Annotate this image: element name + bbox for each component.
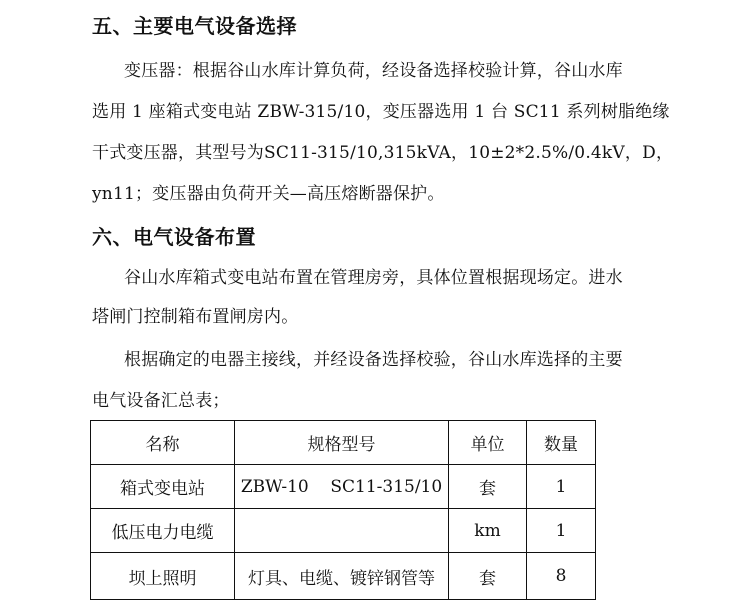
table-header-row <box>91 421 596 465</box>
table-row <box>91 553 596 600</box>
table-row <box>91 465 596 509</box>
cell-unit: 套 <box>449 553 527 600</box>
section-5-line-4: yn11；变压器由负荷开关—高压熔断器保护。 <box>92 184 445 204</box>
cell-spec: 灯具、电缆、镀锌钢管等 <box>235 553 449 600</box>
cell-unit: km <box>449 509 527 553</box>
section-6-para2-line-1: 根据确定的电器主接线，并经设备选择校验，谷山水库选择的主要 <box>124 350 623 370</box>
cell-unit: 套 <box>449 465 527 509</box>
cell-spec <box>235 509 449 553</box>
section-5-heading: 五、主要电气设备选择 <box>92 14 297 38</box>
section-6-heading: 六、电气设备布置 <box>92 225 256 249</box>
header-quantity: 数量 <box>527 421 596 465</box>
cell-name: 低压电力电缆 <box>91 509 235 553</box>
cell-name: 坝上照明 <box>91 553 235 600</box>
cell-quantity: 1 <box>527 509 596 553</box>
section-5-line-2: 选用 1 座箱式变电站 ZBW-315/10，变压器选用 1 台 SC11 系列树脂绝缘 <box>92 102 670 122</box>
section-5-line-3: 干式变压器，其型号为SC11-315/10,315kVA，10±2*2.5%/0.4kV，D， <box>92 143 674 163</box>
header-name: 名称 <box>91 421 235 465</box>
cell-quantity: 1 <box>527 465 596 509</box>
section-6-para1-line-2: 塔闸门控制箱布置闸房内。 <box>92 307 299 327</box>
table-row <box>91 509 596 553</box>
header-unit: 单位 <box>449 421 527 465</box>
cell-quantity: 8 <box>527 553 596 600</box>
equipment-summary-table <box>90 420 596 600</box>
section-6-para1-line-1: 谷山水库箱式变电站布置在管理房旁，具体位置根据现场定。进水 <box>124 268 623 288</box>
section-5-line-1: 变压器：根据谷山水库计算负荷，经设备选择校验计算，谷山水库 <box>124 61 623 81</box>
header-spec: 规格型号 <box>235 421 449 465</box>
section-6-para2-line-2: 电气设备汇总表； <box>92 391 230 411</box>
cell-name: 箱式变电站 <box>91 465 235 509</box>
cell-spec: ZBW-10 SC11-315/10 <box>235 465 449 509</box>
